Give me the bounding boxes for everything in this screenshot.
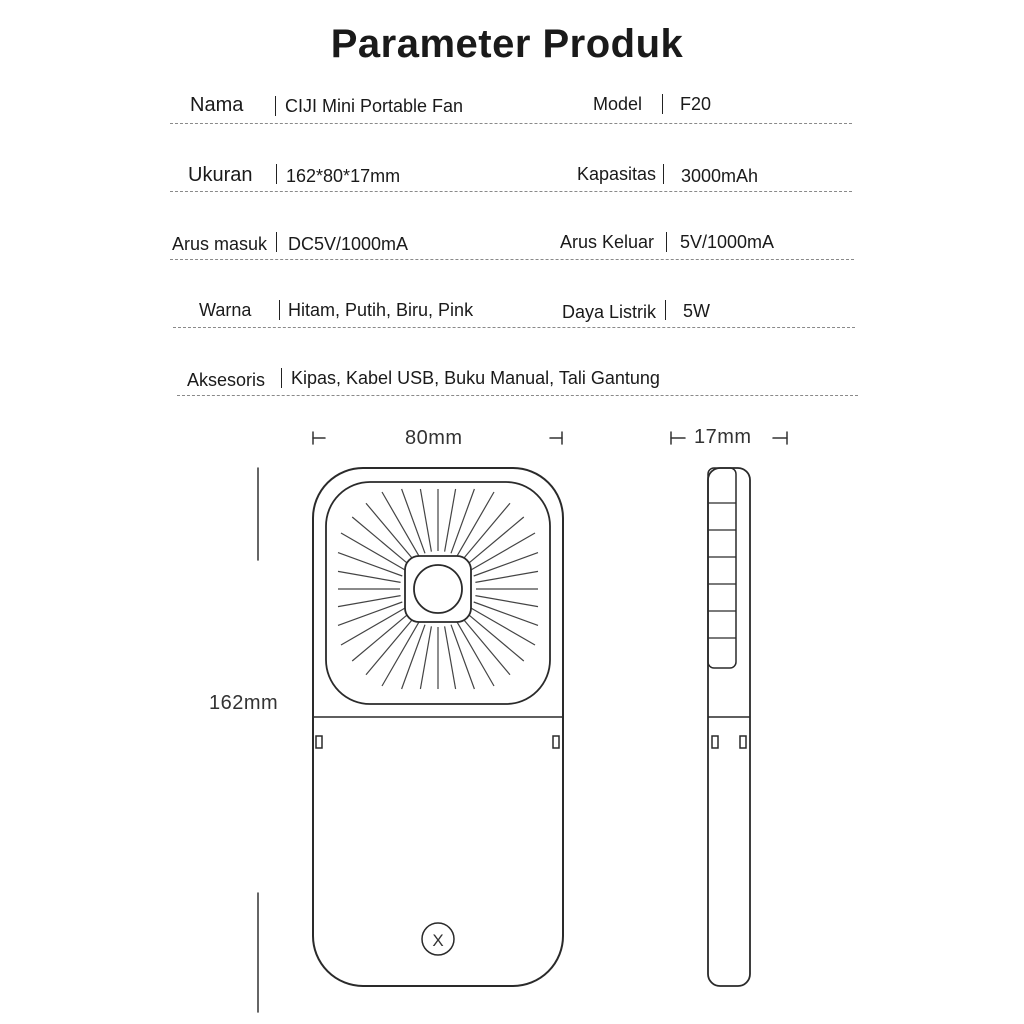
spec-value-model: F20 xyxy=(680,94,712,114)
spec-label-accessories: Aksesoris xyxy=(187,370,266,390)
side-grille-lines xyxy=(708,503,736,638)
spec-value-input: DC5V/1000mA xyxy=(288,234,409,254)
fan-blade xyxy=(338,596,401,607)
spec-label-power: Daya Listrik xyxy=(562,302,657,322)
spec-label-name: Nama xyxy=(190,94,244,116)
spec-label-size: Ukuran xyxy=(188,164,253,186)
fan-blade xyxy=(475,596,538,607)
thickness-dimension-markers xyxy=(671,432,787,444)
spec-value-capacity: 3000mAh xyxy=(681,166,759,186)
spec-label-model: Model xyxy=(593,94,643,114)
spec-label-input: Arus masuk xyxy=(172,234,268,254)
side-right-slot xyxy=(740,736,746,748)
spec-value-output: 5V/1000mA xyxy=(680,232,775,252)
fan-blade xyxy=(420,626,431,689)
side-left-slot xyxy=(712,736,718,748)
width-dimension-label: 80mm xyxy=(405,427,463,449)
fan-blade xyxy=(420,489,431,552)
spec-value-name: CIJI Mini Portable Fan xyxy=(285,96,464,116)
right-slot xyxy=(553,736,559,748)
spec-value-color: Hitam, Putih, Biru, Pink xyxy=(288,300,474,320)
left-slot xyxy=(316,736,322,748)
fan-blade xyxy=(338,571,401,582)
fan-blade xyxy=(475,571,538,582)
spec-value-accessories: Kipas, Kabel USB, Buku Manual, Tali Gantung xyxy=(291,368,660,388)
fan-blade xyxy=(445,626,456,689)
side-body-outline xyxy=(708,468,750,986)
page-title: Parameter Produk xyxy=(330,22,684,66)
power-button-mark: X xyxy=(432,931,444,950)
spec-value-size: 162*80*17mm xyxy=(286,166,401,186)
fan-side-view xyxy=(708,468,750,986)
spec-label-color: Warna xyxy=(199,300,252,320)
fan-blade xyxy=(445,489,456,552)
spec-value-power: 5W xyxy=(683,301,710,321)
fan-front-view xyxy=(313,468,563,986)
thickness-dimension-label: 17mm xyxy=(694,426,752,448)
height-dimension-label: 162mm xyxy=(209,692,279,714)
spec-label-capacity: Kapasitas xyxy=(577,164,657,184)
spec-label-output: Arus Keluar xyxy=(560,232,655,252)
width-dimension-markers xyxy=(313,432,562,444)
